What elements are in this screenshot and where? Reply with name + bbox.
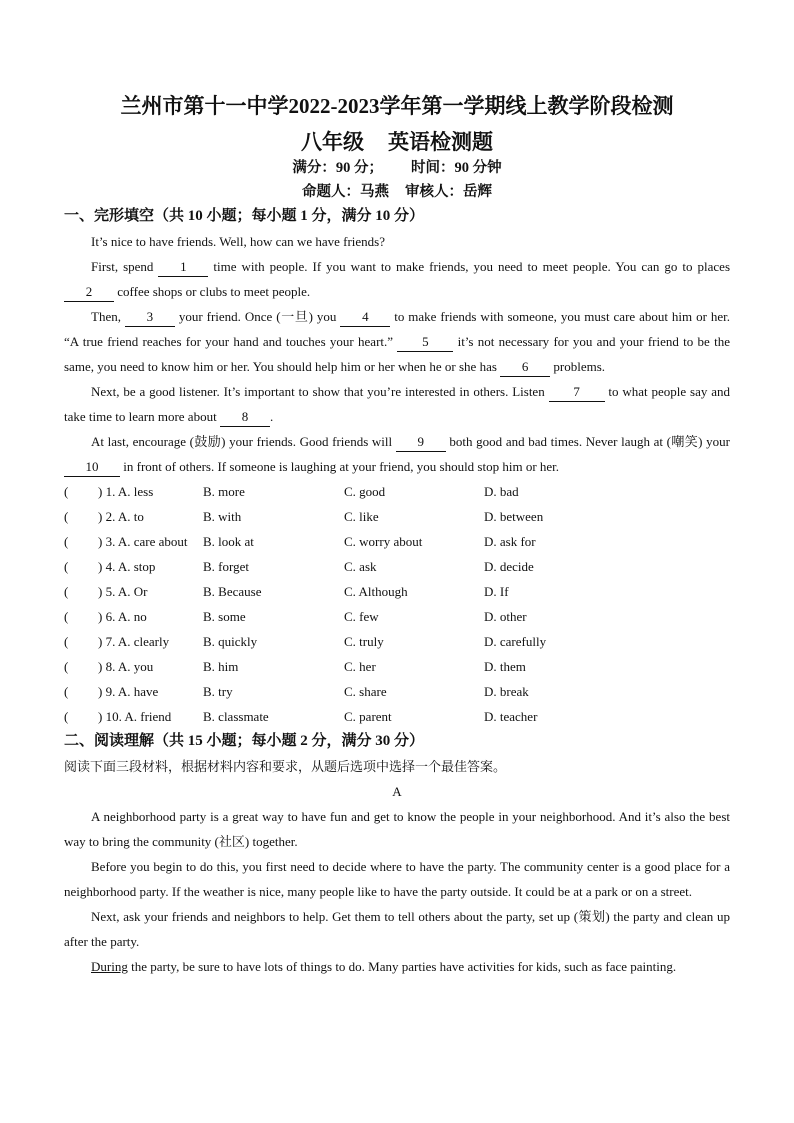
option-b: B. some [203,608,246,624]
option-d: D. them [484,658,526,674]
reading-paragraph: During the party, be sure to have lots of things to do. Many parties have activities for kids, such as face painting. [91,959,677,974]
question-row [64,654,604,679]
option-b: B. classmate [203,708,269,724]
option-b: B. quickly [203,633,258,649]
question-number-option-a: ( ) 2. A. to [64,508,144,524]
cloze-blank: 4 [340,308,390,327]
answer-paren[interactable]: ( [64,533,69,549]
option-c: C. worry about [344,533,423,549]
score-label: 满分：90 分； [292,160,383,176]
exam-subtitle [64,128,730,156]
answer-paren[interactable]: ( [64,683,69,699]
question-number-option-a: ( ) 1. A. less [64,483,154,499]
option-b: B. Because [203,583,262,599]
cloze-blank: 7 [549,383,605,402]
option-c: C. parent [344,708,392,724]
question-number-option-a: ( ) 4. A. stop [64,558,156,574]
cloze-blank: 1 [158,258,208,277]
cloze-paragraph: At last, encourage (鼓励) your friends. Good friends will 9 both good and bad times. Never laugh at (嘲笑) your 10 in front of others. If someone is laughing at your friend, you should stop him or her. [64,429,730,479]
section2-heading: 二、阅读理解（共 15 小题；每小题 2 分，满分 30 分） [64,733,425,749]
question-number-option-a: ( ) 5. A. Or [64,583,148,599]
answer-paren[interactable]: ( [64,608,69,624]
author-line [64,180,730,204]
option-d: D. between [484,508,544,524]
answer-paren[interactable]: ( [64,658,69,674]
cloze-blank: 10 [64,458,120,477]
answer-paren[interactable]: ( [64,483,69,499]
option-b: B. try [203,683,233,699]
question-row [64,679,604,704]
option-d: D. bad [484,483,519,499]
question-row [64,479,604,504]
cloze-paragraph: Next, be a good listener. It’s important to show that you’re interested in others. Listen 7 to what people say and take time to learn more about 8 . [64,379,730,429]
option-c: C. like [344,508,379,524]
option-b: B. with [203,508,242,524]
score-time-line [64,156,730,180]
question-number-option-a: ( ) 10. A. friend [64,708,172,724]
option-c: C. share [344,683,387,699]
time-label: 时间：90 分钟 [411,160,502,176]
question-number-option-a: ( ) 7. A. clearly [64,633,170,649]
option-d: D. break [484,683,529,699]
question-row [64,704,604,729]
underlined-word: During [91,959,128,974]
option-b: B. him [203,658,239,674]
question-number-option-a: ( ) 6. A. no [64,608,147,624]
answer-paren[interactable]: ( [64,708,69,724]
cloze-blank: 3 [125,308,175,327]
cloze-paragraph: Then, 3 your friend. Once (一旦) you 4 to make friends with someone, you must care about him or her. “A true friend reaches for your hand and touches your heart.” 5 it’s not necessary for you and your friend to be the same, you need to know him or her. You should help him or her when he or she has 6 problems. [64,304,730,379]
reviewer-label: 审核人：岳辉 [405,184,492,200]
cloze-paragraph: First, spend 1 time with people. If you want to make friends, you need to meet people. You can go to places 2 coffee shops or clubs to meet people. [64,254,730,304]
section1-heading: 一、完形填空（共 10 小题；每小题 1 分，满分 10 分） [64,208,425,224]
subject-label: 英语检测题 [388,130,493,154]
exam-title: 兰州市第十一中学2022-2023学年第一学期线上教学阶段检测 [120,94,674,118]
option-b: B. forget [203,558,249,574]
option-d: D. other [484,608,527,624]
answer-paren[interactable]: ( [64,508,69,524]
option-d: D. If [484,583,509,599]
question-row [64,629,604,654]
question-number-option-a: ( ) 8. A. you [64,658,154,674]
cloze-blank: 8 [220,408,270,427]
answer-paren[interactable]: ( [64,633,69,649]
option-b: B. look at [203,533,254,549]
passage-label: A [392,784,402,799]
question-row [64,554,604,579]
option-d: D. decide [484,558,534,574]
option-d: D. carefully [484,633,547,649]
cloze-blank: 5 [397,333,453,352]
reading-paragraph: A neighborhood party is a great way to have fun and get to know the people in your neighborhood. And it’s also the best way to bring the community (社区) together. [64,809,730,849]
option-c: C. truly [344,633,384,649]
option-c: C. few [344,608,379,624]
answer-paren[interactable]: ( [64,583,69,599]
question-row [64,529,604,554]
section2-instruction: 阅读下面三段材料，根据材料内容和要求，从题后选项中选择一个最佳答案。 [64,759,507,774]
reading-paragraph: Next, ask your friends and neighbors to help. Get them to tell others about the party, set up (策划) the party and clean up after the party. [64,909,730,949]
question-row [64,504,604,529]
answer-paren[interactable]: ( [64,558,69,574]
option-c: C. ask [344,558,377,574]
cloze-blank: 9 [396,433,446,452]
option-d: D. teacher [484,708,538,724]
option-c: C. good [344,483,386,499]
cloze-blank: 6 [500,358,550,377]
option-b: B. more [203,483,245,499]
cloze-paragraph: It’s nice to have friends. Well, how can we have friends? [91,234,385,249]
author-label: 命题人：马燕 [302,184,389,200]
option-c: C. Although [344,583,408,599]
grade-label: 八年级 [301,130,364,154]
question-row [64,579,604,604]
question-number-option-a: ( ) 9. A. have [64,683,159,699]
exam-page [64,92,730,979]
cloze-options-table [64,479,604,729]
question-row [64,604,604,629]
cloze-blank: 2 [64,283,114,302]
reading-paragraph: Before you begin to do this, you first need to decide where to have the party. The community center is a good place for a neighborhood party. If the weather is nice, many people like to have the party outside. It could be at a park or on a street. [64,859,730,899]
option-c: C. her [344,658,376,674]
question-number-option-a: ( ) 3. A. care about [64,533,188,549]
option-d: D. ask for [484,533,536,549]
